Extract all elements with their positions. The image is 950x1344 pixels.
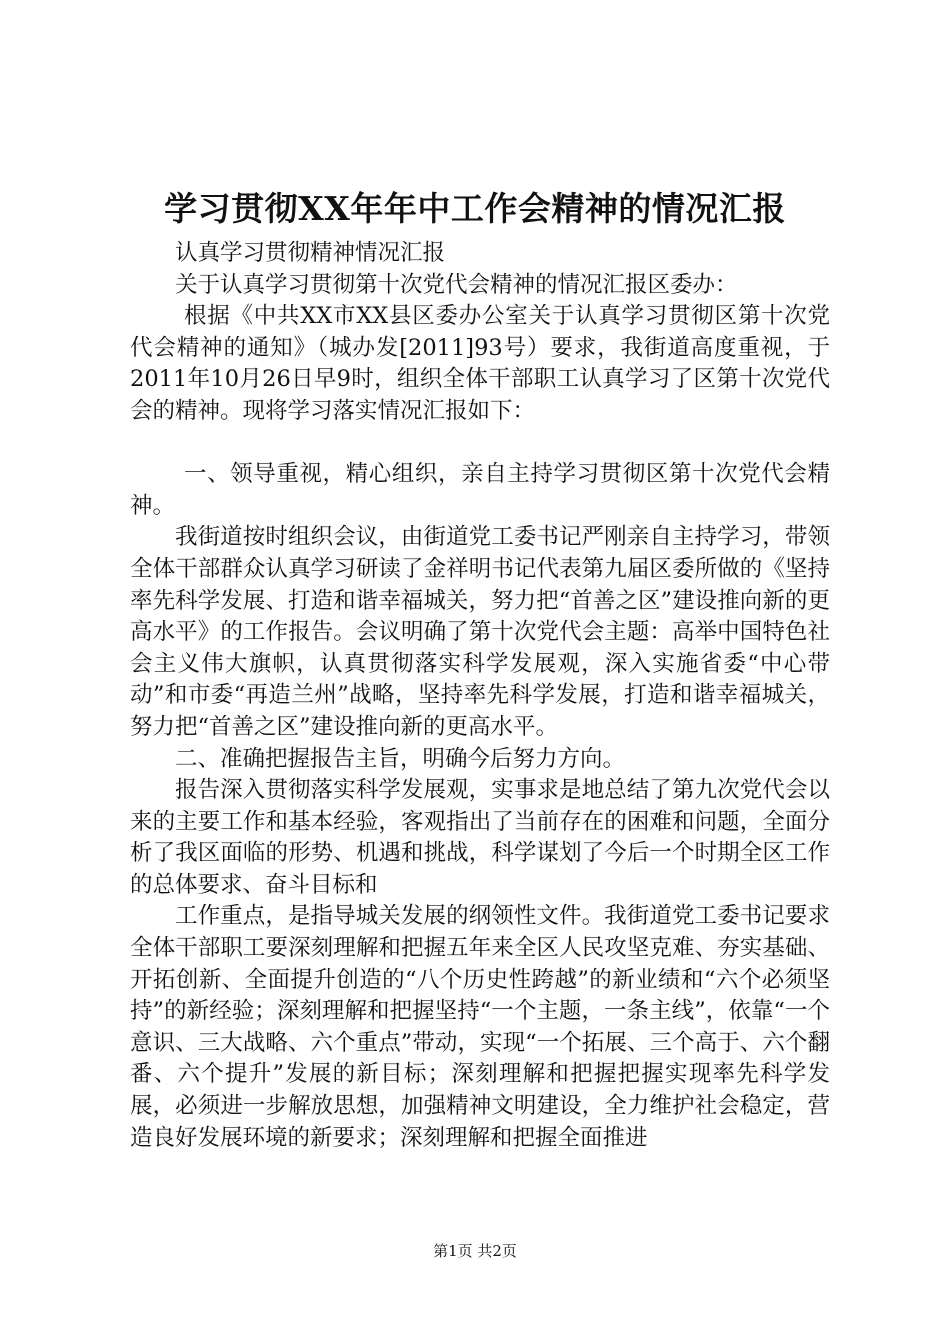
document-title: 学习贯彻XX年年中工作会精神的情况汇报	[164, 189, 786, 228]
paragraph-heading: 关于认真学习贯彻第十次党代会精神的情况汇报区委办：	[175, 271, 738, 298]
paragraph-subtitle: 认真学习贯彻精神情况汇报	[175, 240, 446, 266]
paragraph-section-1: 我街道按时组织会议，由街道党工委书记严刚亲自主持学习，带领全体干部群众认真学习研读了金祥明书记代表第九届区委所做的《坚持率先科学发展、打造和谐幸福城关，努力把“首善之区”建设推向新的更高水平》的工作报告。会议明确了第十次党代会主题：高举中国特色社会主义伟大旗帜，认真贯彻落实科学发展观，深入实施省委“中心带动”和市委“再造兰州”战略，坚持率先科学发展，打造和谐幸福城关，努力把“首善之区”建设推向新的更高水平。	[130, 524, 830, 740]
section-heading-1: 一、领导重视，精心组织，亲自主持学习贯彻区第十次党代会精神。	[130, 461, 830, 519]
paragraph-section-2-cont: 工作重点，是指导城关发展的纲领性文件。我街道党工委书记要求全体干部职工要深刻理解和把握五年来全区人民攻坚克难、夯实基础、开拓创新、全面提升创造的“八个历史性跨越”的新业绩和“六个必须坚持”的新经验；深刻理解和把握坚持“一个主题，一条主线”，依靠“一个意识、三大战略、六个重点”带动，实现“一个拓展、三个高于、六个翻番、六个提升”发展的新目标；深刻理解和把握把握实现率先科学发展，必须进一步解放思想，加强精神文明建设，全力维护社会稳定，营造良好发展环境的新要求；深刻理解和把握全面推进	[130, 903, 830, 1151]
page-footer: 第1页 共2页	[433, 1242, 517, 1260]
document-body	[130, 238, 830, 1154]
section-heading-2: 二、准确把握报告主旨，明确今后努力方向。	[175, 745, 626, 772]
paragraph-spacer	[130, 428, 830, 460]
paragraph-intro: 根据《中共XX市XX县区委办公室关于认真学习贯彻区第十次党代会精神的通知》（城办发[2011]93号）要求，我街道高度重视，于2011年10月26日早9时，组织全体干部职工认真学习了区第十次党代会的精神。现将学习落实情况汇报如下：	[130, 303, 830, 424]
paragraph-section-2: 报告深入贯彻落实科学发展观，实事求是地总结了第九次党代会以来的主要工作和基本经验，客观指出了当前存在的困难和问题，全面分析了我区面临的形势、机遇和挑战，科学谋划了今后一个时期全区工作的总体要求、奋斗目标和	[130, 777, 830, 898]
